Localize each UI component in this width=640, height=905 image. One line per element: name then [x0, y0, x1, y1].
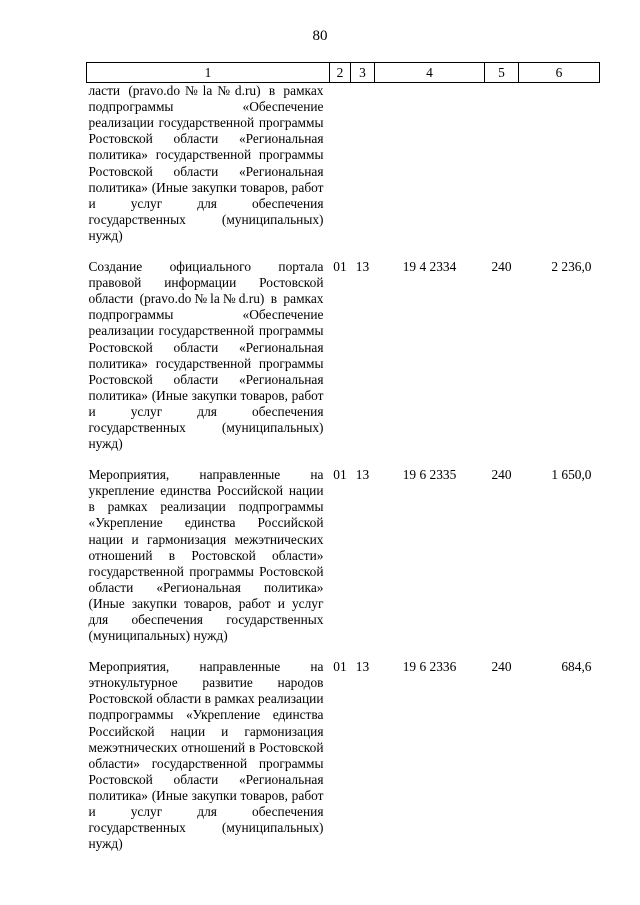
- header-col-5: 5: [485, 63, 519, 83]
- row-description: Мероприятия, направленные на укрепление единства Российской нации в рамках реализации подпрограммы «Укрепление единства Российской нации и гармонизация межэтнических отношений в Ростовской области» государственной программы Ростовской области «Региональная политика» (Иные закупки товаров, работ и услуг для обеспечения государственных (муниципальных) нужд): [88, 467, 324, 644]
- table-row: [87, 659, 600, 867]
- row-amount: 684,6: [561, 659, 592, 675]
- header-row: [87, 63, 600, 83]
- row-section: 01: [333, 259, 347, 275]
- row-expense-type: [485, 83, 519, 259]
- table-row: [87, 83, 600, 259]
- row-section: 01: [333, 467, 347, 483]
- row-target: 19 4 2334: [402, 259, 457, 275]
- row-description: Мероприятия, направленные на этнокультурное развитие народов Ростовской области в рамках реализации подпрограммы «Укрепление единства Российской нации и гармонизация межэтнических отношений в Ростовской области» государственной программы Ростовской области «Региональная политика» (Иные закупки товаров, работ и услуг для обеспечения государственных (муниципальных) нужд): [88, 659, 324, 852]
- row-section: 01: [333, 659, 347, 675]
- table-row: [87, 467, 600, 659]
- row-target: [375, 83, 485, 259]
- header-col-3: 3: [351, 63, 375, 83]
- row-subsection: [351, 83, 375, 259]
- header-col-4: 4: [375, 63, 485, 83]
- row-description: ласти (pravo.do№la№d.ru) в рамках подпрограммы «Обеспечение реализации государственной программы Ростовской области «Региональная политика» государственной программы Ростовской области «Региональная политика» (Иные закупки товаров, работ и услуг для обеспечения государственных (муниципальных) нужд): [88, 83, 324, 243]
- row-subsection: 13: [355, 659, 370, 675]
- row-subsection: 13: [355, 259, 370, 275]
- header-col-2: 2: [330, 63, 351, 83]
- row-description: Создание официального портала правовой информации Ростовской области (pravo.do№la№d.ru) в рамках подпрограммы «Обеспечение реализации государственной программы Ростовской области «Региональная политика» государственной программы Ростовской области «Региональная политика» (Иные закупки товаров, работ и услуг для обеспечения государственных (муниципальных) нужд): [88, 259, 324, 452]
- table-row: [87, 259, 600, 467]
- row-section: [330, 83, 351, 259]
- row-target: 19 6 2336: [402, 659, 457, 675]
- header-col-6: 6: [519, 63, 600, 83]
- budget-table: [86, 62, 600, 867]
- row-subsection: 13: [355, 467, 370, 483]
- header-col-1: 1: [87, 63, 330, 83]
- row-expense-type: 240: [491, 467, 512, 483]
- row-target: 19 6 2335: [402, 467, 457, 483]
- row-expense-type: 240: [491, 259, 512, 275]
- row-expense-type: 240: [491, 659, 512, 675]
- row-amount: 2 236,0: [551, 259, 592, 275]
- page-number: 80: [312, 28, 328, 44]
- row-amount: [519, 83, 600, 259]
- row-amount: 1 650,0: [551, 467, 592, 483]
